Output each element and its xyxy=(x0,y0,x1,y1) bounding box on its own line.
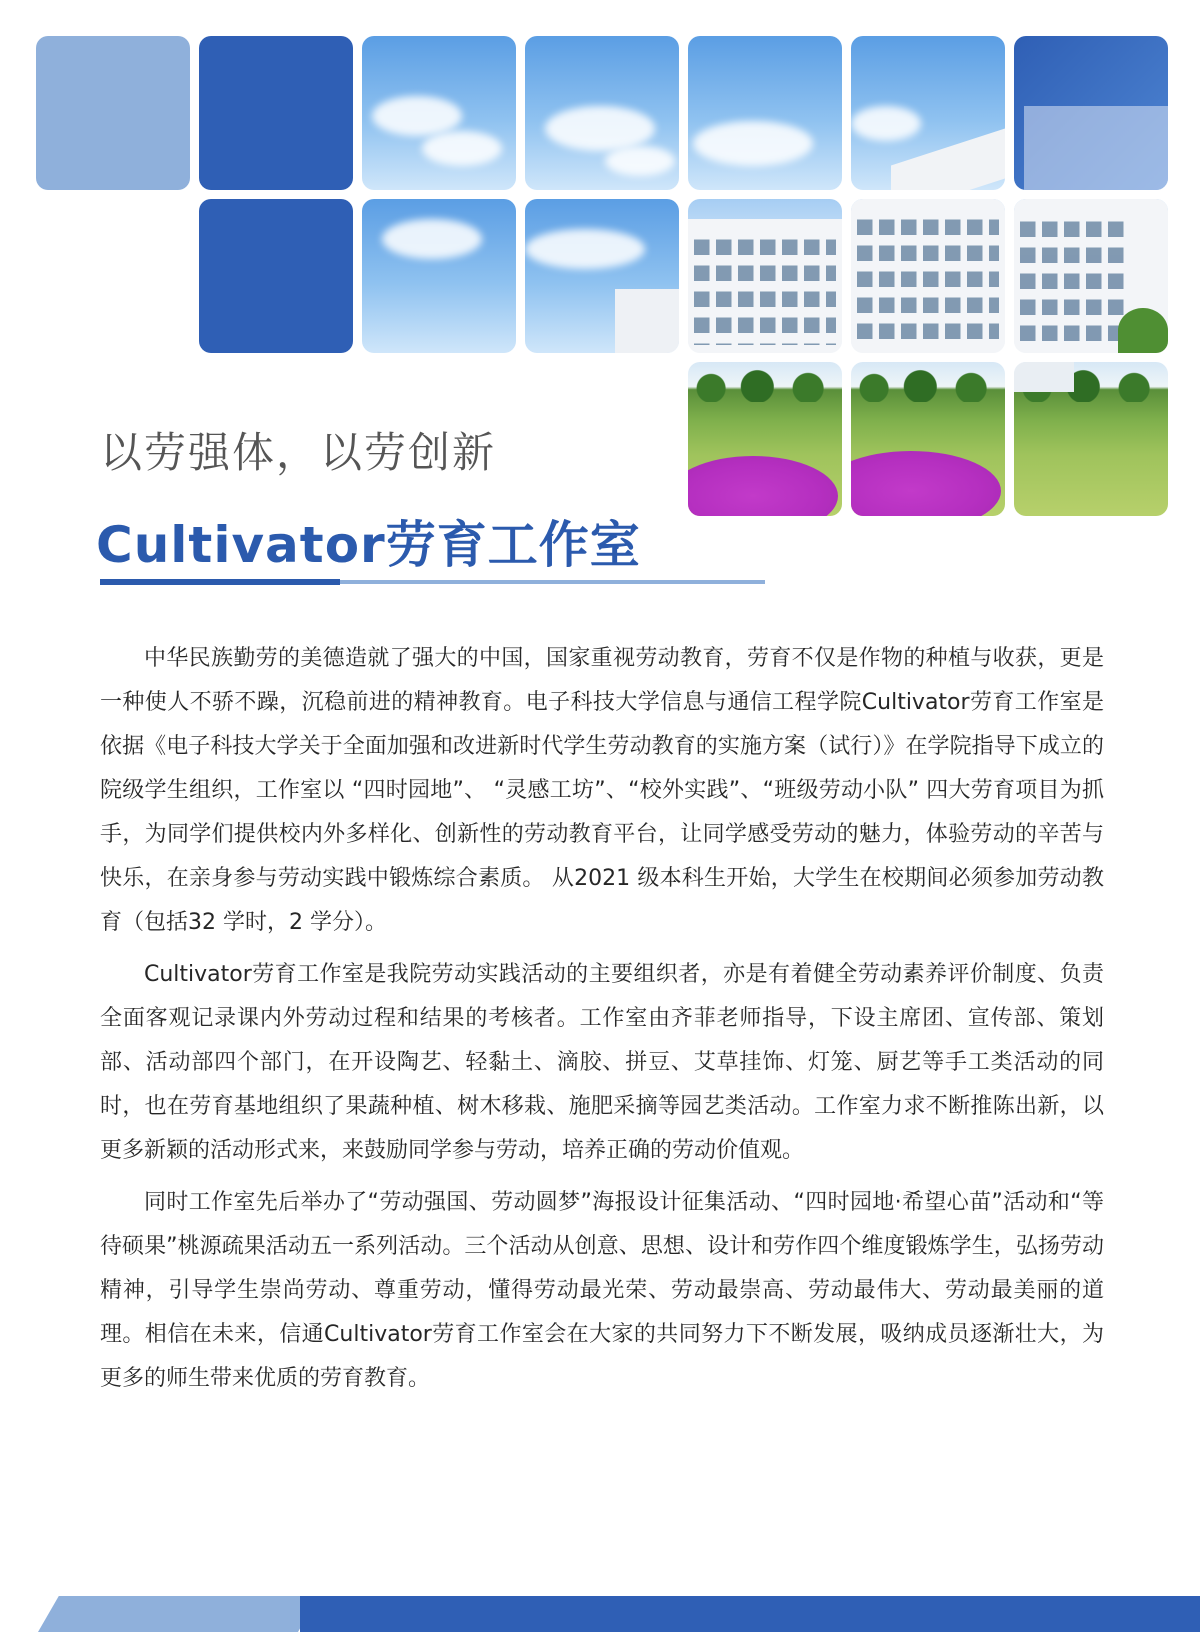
footer-band-dark xyxy=(300,1596,1200,1632)
article-body xyxy=(100,637,1104,1409)
decor-tile-light xyxy=(36,36,190,190)
photo-tile-sky xyxy=(525,36,679,190)
photo-tile-building xyxy=(851,199,1005,353)
photo-tile-building xyxy=(1014,36,1168,190)
photo-tile-sky xyxy=(362,36,516,190)
decor-tile-dark xyxy=(199,199,353,353)
title-underline-dark xyxy=(100,579,340,585)
paragraph-intro: 中华民族勤劳的美德造就了强大的中国，国家重视劳动教育，劳育不仅是作物的种植与收获，更是一种使人不骄不躁，沉稳前进的精神教育。电子科技大学信息与通信工程学院Cultivator劳育工作室是依据《电子科技大学关于全面加强和改进新时代学生劳动教育的实施方案（试行）》在学院指导下成立的院级学生组织，工作室以 “四时园地”、 “灵感工坊”、“校外实践”、“班级劳动小队” 四大劳育项目为抓手，为同学们提供校内外多样化、创新性的劳动教育平台，让同学感受劳动的魅力，体验劳动的辛苦与快乐，在亲身参与劳动实践中锻炼综合素质。 从2021 级本科生开始，大学生在校期间必须参加劳动教育（包括32 学时，2 学分）。 xyxy=(100,646,1104,935)
photo-tile-garden xyxy=(1014,362,1168,516)
photo-tile-building xyxy=(1014,199,1168,353)
decor-tile-dark xyxy=(199,36,353,190)
photo-tile-building xyxy=(688,199,842,353)
paragraph-organization: Cultivator劳育工作室是我院劳动实践活动的主要组织者，亦是有着健全劳动素养评价制度、负责全面客观记录课内外劳动过程和结果的考核者。工作室由齐菲老师指导，下设主席团、宣传部、策划部、活动部四个部门，在开设陶艺、轻黏土、滴胶、拼豆、艾草挂饰、灯笼、厨艺等手工类活动的同时，也在劳育基地组织了果蔬种植、树木移栽、施肥采摘等园艺类活动。工作室力求不断推陈出新，以更多新颖的活动形式来，来鼓励同学参与劳动，培养正确的劳动价值观。 xyxy=(100,962,1104,1163)
photo-tile-sky xyxy=(362,199,516,353)
photo-tile-building xyxy=(851,36,1005,190)
photo-tile-sky xyxy=(688,36,842,190)
tagline: 以劳强体，以劳创新 xyxy=(100,428,497,477)
photo-tile-building xyxy=(525,199,679,353)
photo-tile-garden xyxy=(688,362,842,516)
page-title: Cultivator劳育工作室 xyxy=(96,516,641,574)
paragraph-activities: 同时工作室先后举办了“劳动强国、劳动圆梦”海报设计征集活动、“四时园地·希望心苗”活动和“等待硕果”桃源疏果活动五一系列活动。三个活动从创意、思想、设计和劳作四个维度锻炼学生，弘扬劳动精神，引导学生崇尚劳动、尊重劳动，懂得劳动最光荣、劳动最崇高、劳动最伟大、劳动最美丽的道理。相信在未来，信通Cultivator劳育工作室会在大家的共同努力下不断发展，吸纳成员逐渐壮大，为更多的师生带来优质的劳育教育。 xyxy=(100,1190,1104,1391)
footer-band-light xyxy=(38,1596,319,1632)
photo-tile-garden xyxy=(851,362,1005,516)
